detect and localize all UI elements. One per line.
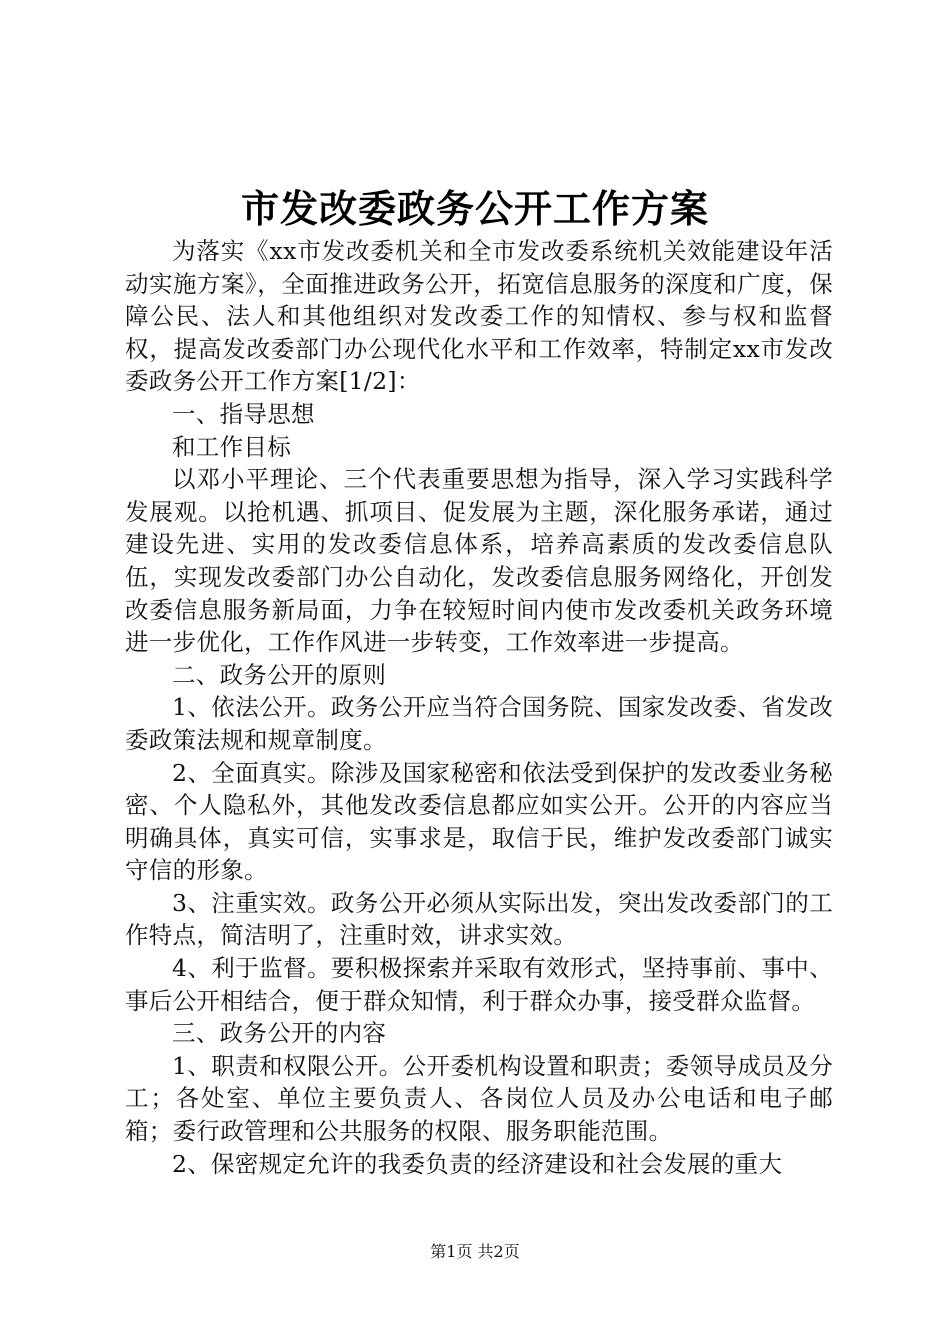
content-item-2: 2、保密规定允许的我委负责的经济建设和社会发展的重大 xyxy=(172,1149,783,1178)
principle-1: 1、依法公开。政务公开应当符合国务院、国家发改委、省发改委政策法规和规章制度。 xyxy=(125,693,833,754)
section-heading-1: 一、指导思想 xyxy=(172,399,315,428)
principle-3: 3、注重实效。政务公开必须从实际出发，突出发改委部门的工作特点，简洁明了，注重时效，讲求实效。 xyxy=(125,888,833,950)
section-heading-2: 二、政务公开的原则 xyxy=(172,660,387,689)
content-item-1: 1、职责和权限公开。公开委机构设置和职责；委领导成员及分工；各处室、单位主要负责人、各岗位人员及办公电话和电子邮箱；委行政管理和公共服务的权限、服务职能范围。 xyxy=(125,1051,833,1146)
section-heading-3: 三、政务公开的内容 xyxy=(172,1019,387,1048)
principle-4: 4、利于监督。要积极探索并采取有效形式，坚持事前、事中、事后公开相结合，便于群众知情，利于群众办事，接受群众监督。 xyxy=(125,954,833,1015)
paragraph-intro: 为落实《xx市发改委机关和全市发改委系统机关效能建设年活动实施方案》，全面推进政务公开，拓宽信息服务的深度和广度，保障公民、法人和其他组织对发改委工作的知情权、参与权和监督权，提高发改委部门办公现代化水平和工作效率，特制定xx市发改委政务公开工作方案[1/2]： xyxy=(125,237,833,396)
page-footer: 第1页 共2页 xyxy=(430,1242,520,1261)
document-title: 市发改委政务公开工作方案 xyxy=(240,186,709,231)
document-body xyxy=(125,235,833,1180)
paragraph-guiding-thought: 以邓小平理论、三个代表重要思想为指导，深入学习实践科学发展观。以抢机遇、抓项目、促发展为主题，深化服务承诺，通过建设先进、实用的发改委信息体系，培养高素质的发改委信息队伍，实现发改委部门办公自动化，发改委信息服务网络化，开创发改委信息服务新局面，力争在较短时间内使市发改委机关政务环境进一步优化，工作作风进一步转变，工作效率进一步提高。 xyxy=(125,465,833,657)
section-heading-1-continued: 和工作目标 xyxy=(172,432,291,461)
principle-2: 2、全面真实。除涉及国家秘密和依法受到保护的发改委业务秘密、个人隐私外，其他发改委信息都应如实公开。公开的内容应当明确具体，真实可信，实事求是，取信于民，维护发改委部门诚实守信的形象。 xyxy=(125,758,833,885)
